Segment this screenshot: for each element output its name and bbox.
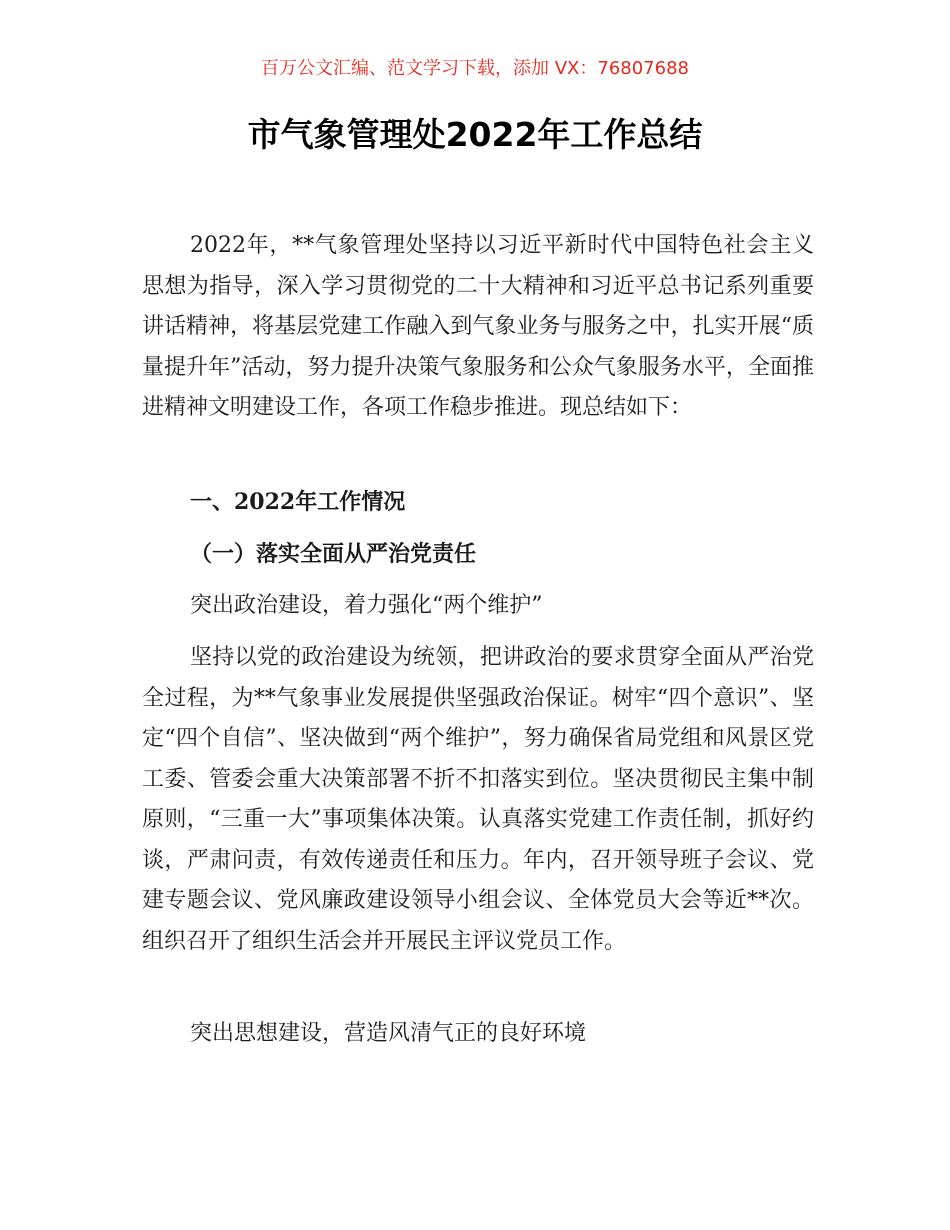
body-paragraph: 坚持以党的政治建设为统领，把讲政治的要求贯穿全面从严治党全过程，为**气象事业发展提供坚强政治保证。树牢“四个意识”、坚定“四个自信”、坚决做到“两个维护”，努力确保省局党组和风景区党工委、管委会重大决策部署不折不扣落实到位。坚决贯彻民主集中制原则，“三重一大”事项集体决策。认真落实党建工作责任制，抓好约谈，严肃问责，有效传递责任和压力。年内，召开领导班子会议、党建专题会议、党风廉政建设领导小组会议、全体党员大会等近**次。组织召开了组织生活会并开展民主评议党员工作。 (142, 645, 814, 954)
document-title: 市气象管理处2022年工作总结 (247, 115, 703, 154)
intro-paragraph: 2022年，**气象管理处坚持以习近平新时代中国特色社会主义思想为指导，深入学习贯彻党的二十大精神和习近平总书记系列重要讲话精神，将基层党建工作融入到气象业务与服务之中，扎实开展“质量提升年”活动，努力提升决策气象服务和公众气象服务水平，全面推进精神文明建设工作，各项工作稳步推进。现总结如下： (142, 233, 814, 420)
topic-subheading: 突出思想建设，营造风清气正的良好环境 (190, 1021, 587, 1046)
header-banner: 百万公文汇编、范文学习下载，添加 VX：76807688 (261, 58, 689, 79)
section-heading: 一、2022年工作情况 (190, 489, 406, 515)
subsection-heading: （一）落实全面从严治党责任 (190, 541, 477, 567)
topic-subheading: 突出政治建设，着力强化“两个维护” (190, 593, 543, 618)
